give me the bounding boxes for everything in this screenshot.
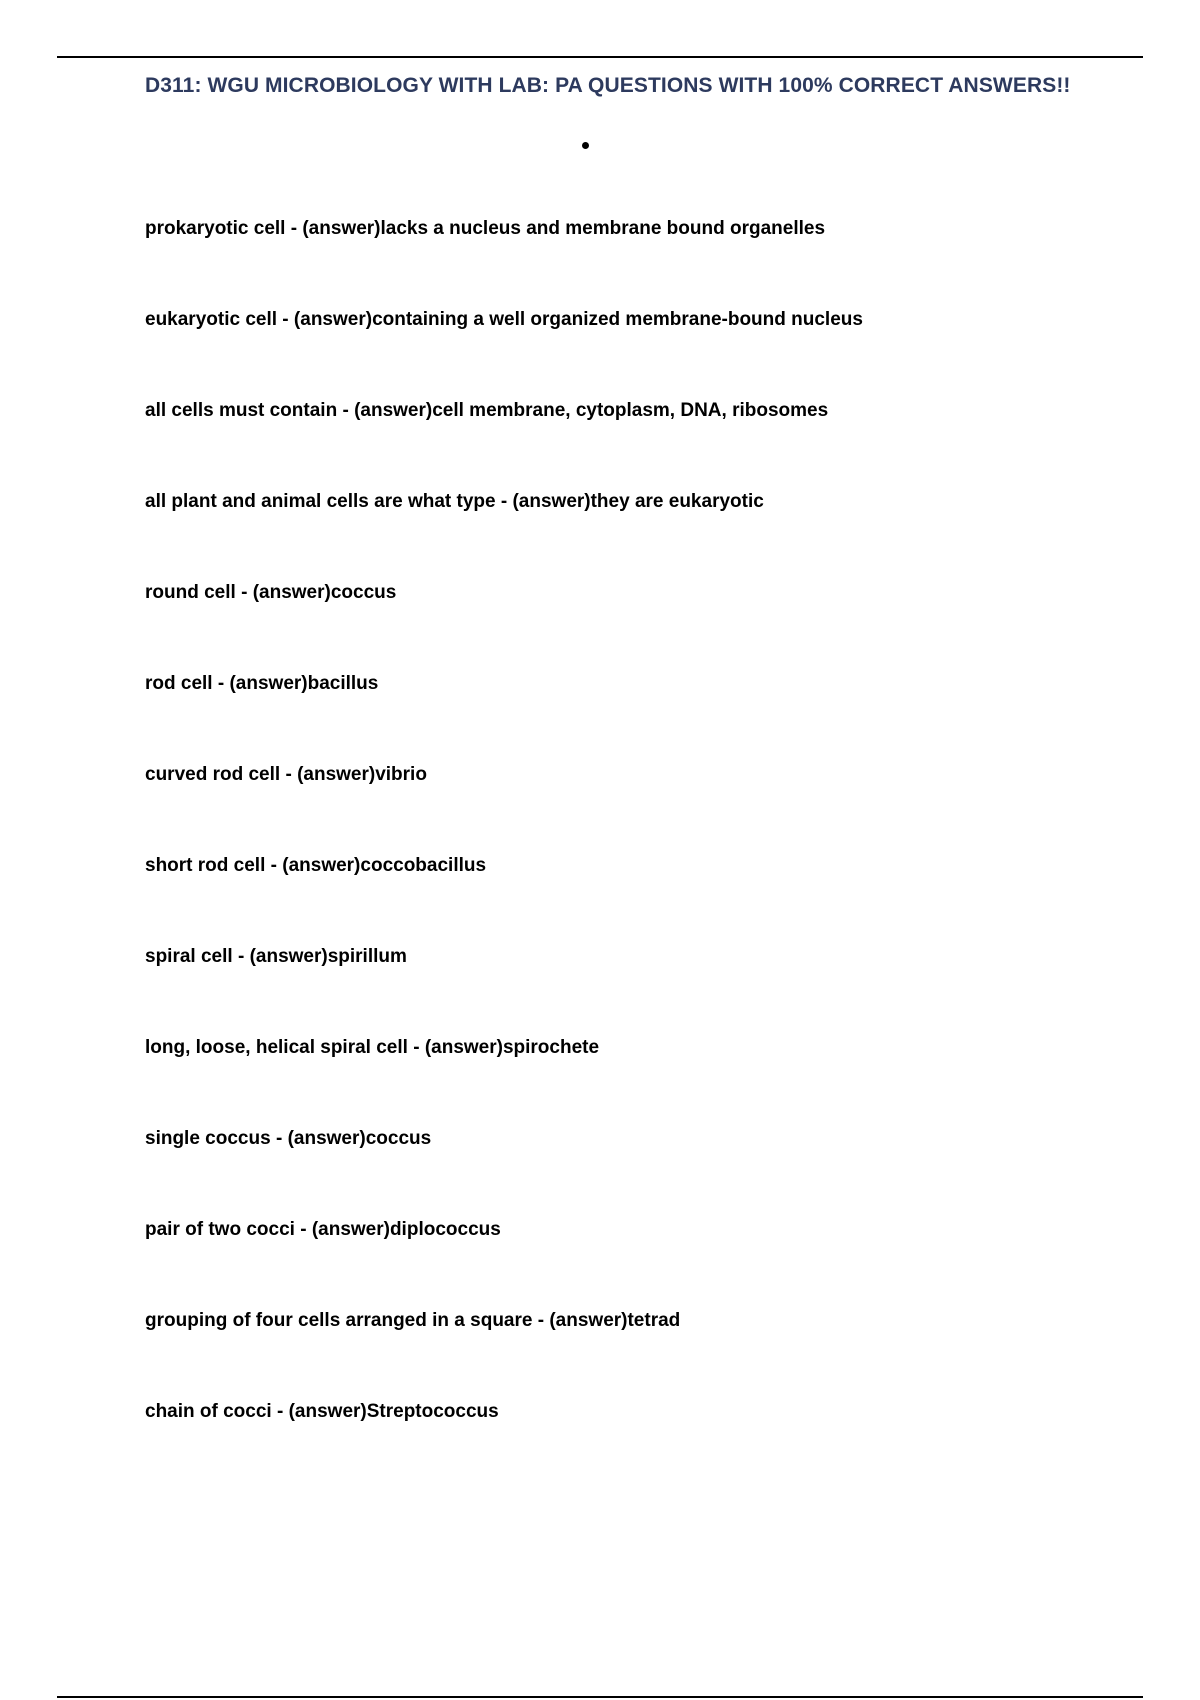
answer-prefix: (answer) [287,1128,366,1149]
answer-prefix: (answer) [293,309,373,330]
question-text: all plant and animal cells are what type [145,491,496,512]
answer-prefix: (answer) [252,582,331,603]
answer-text: coccobacillus [360,855,487,876]
separator: - [532,1310,550,1331]
qa-item [145,1310,863,1401]
qa-list [145,218,863,1492]
answer-prefix: (answer) [288,1401,367,1422]
qa-item [145,1401,863,1492]
answer-text: containing a well organized membrane-bound nucleus [372,309,863,330]
question-text: spiral cell [145,946,233,967]
answer-text: Streptococcus [366,1401,499,1422]
answer-text: coccus [365,1128,432,1149]
answer-prefix: (answer) [229,673,308,694]
question-text: long, loose, helical spiral cell [145,1037,408,1058]
separator: - [407,1037,425,1058]
separator: - [212,673,230,694]
separator: - [495,491,513,512]
answer-text: lacks a nucleus and membrane bound organelles [380,218,826,239]
question-text: short rod cell [145,855,266,876]
qa-item [145,855,863,946]
separator: - [265,855,283,876]
qa-item [145,1037,863,1128]
question-text: prokaryotic cell [145,218,286,239]
bottom-rule [57,1696,1143,1698]
answer-text: spirochete [502,1037,600,1058]
question-text: pair of two cocci [145,1219,295,1240]
answer-text: spirillum [327,946,407,967]
answer-prefix: (answer) [512,491,591,512]
question-text: eukaryotic cell [145,309,278,330]
separator: - [271,1401,289,1422]
answer-text: tetrad [627,1310,681,1331]
separator: - [285,218,303,239]
separator: - [232,946,250,967]
qa-item [145,491,863,582]
qa-item [145,309,863,400]
qa-item [145,1219,863,1310]
separator: - [280,764,298,785]
top-rule [57,56,1143,58]
separator: - [294,1219,312,1240]
answer-prefix: (answer) [549,1310,628,1331]
document-title: D311: WGU MICROBIOLOGY WITH LAB: PA QUESTIONS WITH 100% CORRECT ANSWERS!! [145,74,1071,97]
answer-prefix: (answer) [424,1037,503,1058]
answer-prefix: (answer) [249,946,328,967]
separator: - [277,309,294,330]
qa-item [145,1128,863,1219]
qa-item [145,673,863,764]
question-text: grouping of four cells arranged in a square [145,1310,533,1331]
answer-text: vibrio [375,764,427,785]
qa-item [145,764,863,855]
question-text: rod cell [145,673,213,694]
answer-prefix: (answer) [297,764,376,785]
answer-prefix: (answer) [302,218,381,239]
question-text: single coccus [145,1128,271,1149]
qa-item [145,218,863,309]
answer-prefix: (answer) [311,1219,390,1240]
answer-text: bacillus [307,673,379,694]
separator: - [235,582,253,603]
separator: - [337,400,355,421]
answer-text: cell membrane, cytoplasm, DNA, ribosomes [432,400,829,421]
question-text: all cells must contain [145,400,338,421]
answer-text: coccus [330,582,397,603]
question-text: round cell [145,582,236,603]
answer-text: they are eukaryotic [590,491,764,512]
answer-text: diplococcus [389,1219,501,1240]
qa-item [145,582,863,673]
answer-prefix: (answer) [282,855,361,876]
separator: - [270,1128,288,1149]
answer-prefix: (answer) [354,400,433,421]
qa-item [145,400,863,491]
qa-item [145,946,863,1037]
question-text: curved rod cell [145,764,281,785]
question-text: chain of cocci [145,1401,272,1422]
bullet-point [582,142,589,149]
